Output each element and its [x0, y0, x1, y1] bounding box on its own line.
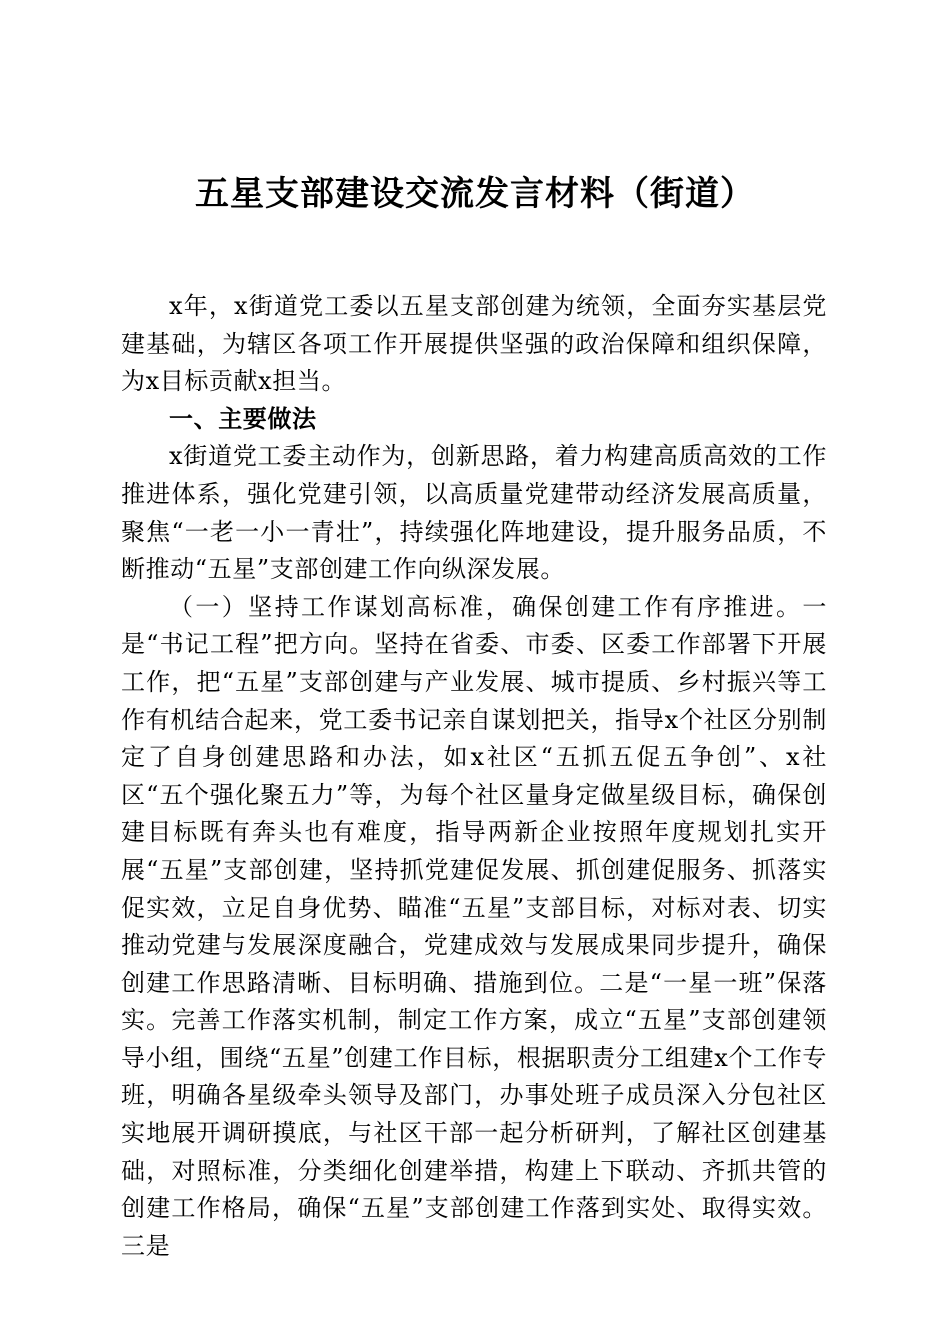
intro-paragraph: x年，x街道党工委以五星支部创建为统领，全面夯实基层党建基础，为辖区各项工作开展提供坚强的政治保障和组织保障，为x目标贡献x担当。: [121, 292, 827, 396]
subsection-paragraph: （一）坚持工作谋划高标准，确保创建工作有序推进。一是“书记工程”把方向。坚持在省委、市委、区委工作部署下开展工作，把“五星”支部创建与产业发展、城市提质、乡村振兴等工作有机结合起来，党工委书记亲自谋划把关，指导x个社区分别制定了自身创建思路和办法，如x社区“五抓五促五争创”、x社区“五个强化聚五力”等，为每个社区量身定做星级目标，确保创建目标既有奔头也有难度，指导两新企业按照年度规划扎实开展“五星”支部创建，坚持抓党建促发展、抓创建促服务、抓落实促实效，立足自身优势、瞄准“五星”支部目标，对标对表、切实推动党建与发展深度融合，党建成效与发展成果同步提升，确保创建工作思路清晰、目标明确、措施到位。二是“一星一班”保落实。完善工作落实机制，制定工作方案，成立“五星”支部创建领导小组，围绕“五星”创建工作目标，根据职责分工组建x个工作专班，明确各星级牵头领导及部门，办事处班子成员深入分包社区实地展开调研摸底，与社区干部一起分析研判，了解社区创建基础，对照标准，分类细化创建举措，构建上下联动、齐抓共管的创建工作格局，确保“五星”支部创建工作落到实处、取得实效。三是: [121, 592, 827, 1260]
section-heading: 一、主要做法: [169, 404, 317, 433]
document-title: 五星支部建设交流发言材料（街道）: [195, 174, 755, 214]
document-body: [121, 288, 827, 1265]
section-intro-paragraph: x街道党工委主动作为，创新思路，着力构建高质高效的工作推进体系，强化党建引领，以高质量党建带动经济发展高质量，聚焦“一老一小一青壮”，持续强化阵地建设，提升服务品质，不断推动“五星”支部创建工作向纵深发展。: [121, 442, 827, 584]
